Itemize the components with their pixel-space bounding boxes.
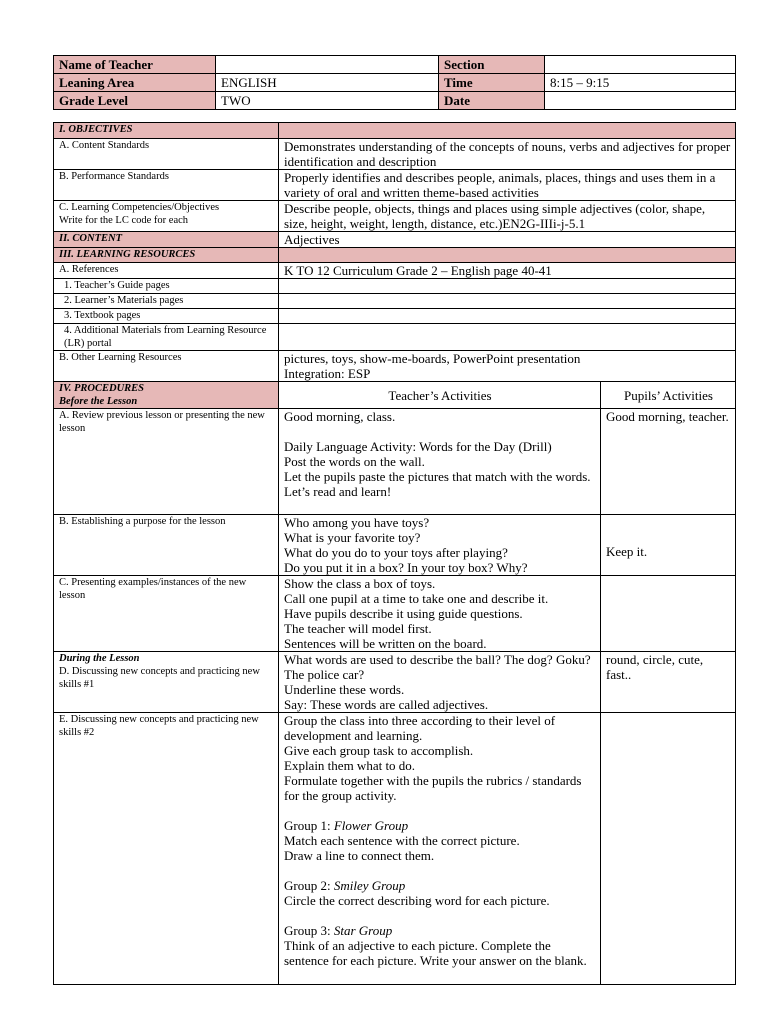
examples-label: C. Presenting examples/instances of the new lesson [54, 576, 279, 652]
discussing-1-label: D. Discussing new concepts and practicing new skills #1 [59, 666, 260, 690]
learning-area-label: Leaning Area [54, 74, 216, 92]
discussing-2-teacher [279, 713, 601, 985]
discussing-2-label: E. Discussing new concepts and practicing new skills #2 [54, 713, 279, 985]
lr-portal-value [279, 324, 736, 351]
references-value: K TO 12 Curriculum Grade 2 – English page 40-41 [279, 263, 736, 279]
review-lesson-teacher: Good morning, class. Daily Language Activity: Words for the Day (Drill) Post the words on the wall. Let the pupils paste the pictures that match with the words. Let’s read and learn! [279, 409, 601, 515]
content-value: Adjectives [279, 232, 736, 248]
other-resources-label: B. Other Learning Resources [54, 351, 279, 382]
before-lesson-title: Before the Lesson [59, 396, 138, 407]
discussing-2-pupils [601, 713, 736, 985]
purpose-label: B. Establishing a purpose for the lesson [54, 515, 279, 576]
group-1 [284, 818, 596, 833]
teacher-name-value [216, 56, 439, 74]
performance-standards-value: Properly identifies and describes people, animals, places, things and uses them in a variety of oral and written theme-based activities [279, 170, 736, 201]
group-2-task: Circle the correct describing word for each picture. [284, 893, 550, 908]
examples-pupils [601, 576, 736, 652]
group-1-name: Flower Group [333, 818, 409, 833]
time-value: 8:15 – 9:15 [545, 74, 736, 92]
discussing-1-teacher: What words are used to describe the ball? The dog? Goku? The police car? Underline these words. Say: These words are called adjectives. [279, 652, 601, 713]
lesson-info-table [53, 55, 736, 110]
learners-materials-label: 2. Learner’s Materials pages [54, 294, 279, 309]
review-lesson-label: A. Review previous lesson or presenting the new lesson [54, 409, 279, 515]
purpose-teacher: Who among you have toys? What is your favorite toy? What do you do to your toys after playing? Do you put it in a box? In your toy box? Why? [279, 515, 601, 576]
grade-level-label: Grade Level [54, 92, 216, 110]
objectives-heading-fill [279, 123, 736, 139]
date-label: Date [439, 92, 545, 110]
lr-portal-label: 4. Additional Materials from Learning Resource (LR) portal [54, 324, 279, 351]
teacher-activities-header: Teacher’s Activities [279, 382, 601, 409]
textbook-pages-value [279, 309, 736, 324]
time-label: Time [439, 74, 545, 92]
during-lesson-title: During the Lesson [59, 653, 140, 664]
learning-area-value: ENGLISH [216, 74, 439, 92]
purpose-pupils: Keep it. [601, 515, 736, 576]
section-value [545, 56, 736, 74]
group-2-prefix: Group 2: [284, 878, 334, 893]
date-value [545, 92, 736, 110]
content-standards-label: A. Content Standards [54, 139, 279, 170]
discussing-1-cell [54, 652, 279, 713]
group-1-task: Match each sentence with the correct picture. Draw a line to connect them. [284, 833, 520, 863]
discussing-1-pupils: round, circle, cute, fast.. [601, 652, 736, 713]
grade-level-value: TWO [216, 92, 439, 110]
lesson-plan-table [53, 122, 736, 985]
performance-standards-label: B. Performance Standards [54, 170, 279, 201]
references-label: A. References [54, 263, 279, 279]
learning-resources-heading: III. LEARNING RESOURCES [54, 248, 279, 263]
section-label: Section [439, 56, 545, 74]
teacher-name-label: Name of Teacher [54, 56, 216, 74]
procedures-title: IV. PROCEDURES [59, 383, 145, 394]
procedures-heading [54, 382, 279, 409]
learning-resources-heading-fill [279, 248, 736, 263]
other-resources-value: pictures, toys, show-me-boards, PowerPoint presentation Integration: ESP [279, 351, 736, 382]
learning-competencies-value: Describe people, objects, things and places using simple adjectives (color, shape, size, height, weight, length, distance, etc.)EN2G-IIIi-j-5.1 [279, 201, 736, 232]
objectives-heading: I. OBJECTIVES [54, 123, 279, 139]
group-3-name: Star Group [333, 923, 393, 938]
content-heading: II. CONTENT [54, 232, 279, 248]
teachers-guide-value [279, 279, 736, 294]
group-1-prefix: Group 1: [284, 818, 334, 833]
teachers-guide-label: 1. Teacher’s Guide pages [54, 279, 279, 294]
group-3 [284, 923, 596, 938]
content-standards-value: Demonstrates understanding of the concepts of nouns, verbs and adjectives for proper identification and description [279, 139, 736, 170]
textbook-pages-label: 3. Textbook pages [54, 309, 279, 324]
examples-teacher: Show the class a box of toys. Call one pupil at a time to take one and describe it. Have pupils describe it using guide questions. The teacher will model first. Sentences will be written on the board. [279, 576, 601, 652]
pupils-activities-header: Pupils’ Activities [601, 382, 736, 409]
group-2-name: Smiley Group [333, 878, 406, 893]
review-lesson-pupils: Good morning, teacher. [601, 409, 736, 515]
group-activity-intro: Group the class into three according to their level of development and learning. Give each group task to accomplish. Explain them what to do. Formulate together with the pupils the rubrics / standards for the group activity. [284, 713, 582, 803]
learners-materials-value [279, 294, 736, 309]
group-3-prefix: Group 3: [284, 923, 334, 938]
group-2 [284, 878, 596, 893]
group-3-task: Think of an adjective to each picture. Complete the sentence for each picture. Write your answer on the blank. [284, 938, 587, 968]
learning-competencies-label: C. Learning Competencies/Objectives Write for the LC code for each [54, 201, 279, 232]
